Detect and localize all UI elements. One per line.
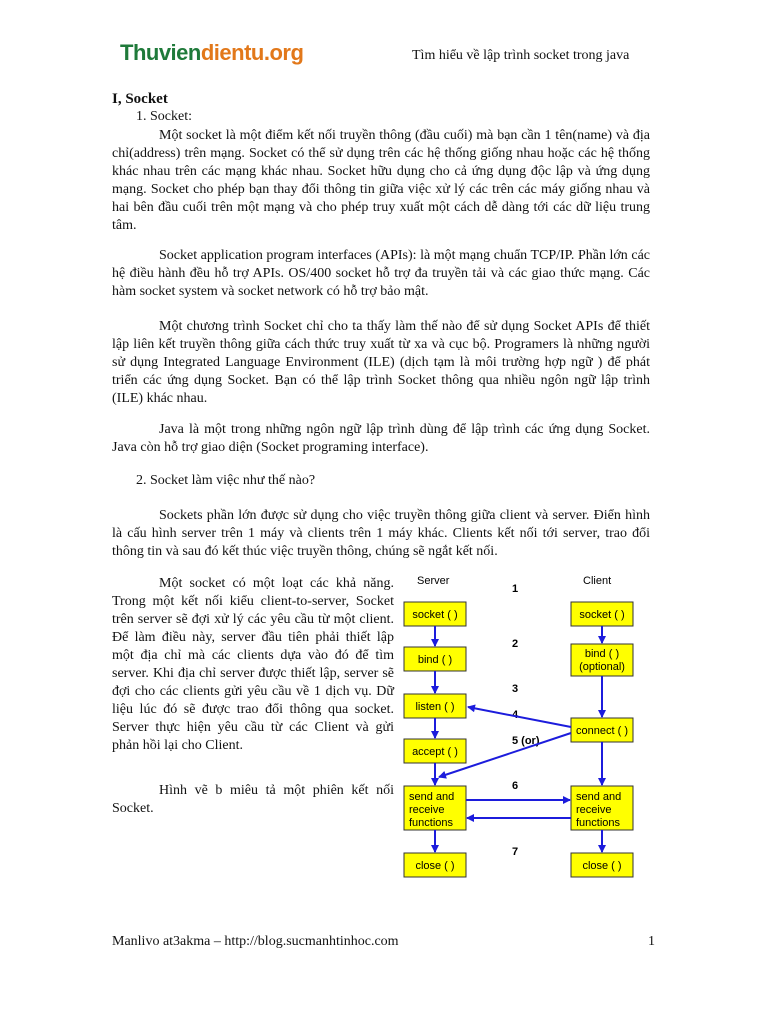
- client-connect-label: connect ( ): [576, 725, 628, 737]
- server-column-label: Server: [417, 575, 450, 587]
- subsection-heading-socket: 1. Socket:: [136, 109, 192, 124]
- logo-text-part2: dientu.org: [200, 40, 304, 65]
- step-label-6: 6: [512, 780, 519, 792]
- step-label-4: 4: [512, 709, 519, 721]
- step-label-2: 2: [512, 638, 519, 650]
- paragraph-java-socket: Java là một trong những ngôn ngữ lập trình dùng để lập trình các ứng dụng Socket. Java còn hỗ trợ giao diện (Socket programing interface).: [112, 422, 650, 455]
- arrow-connect-to-listen: [468, 707, 571, 727]
- paragraph-socket-definition: Một socket là một điểm kết nối truyền thông (đầu cuối) mà bạn cần 1 tên(name) và địa chỉ(address) trên mạng. Socket có thể sử dụng trên các hệ thống giống nhau hoặc các hệ thống khác nhau trên các mạng khác nhau. Socket hữu dụng cho cả ứng dụng độc lập và ứng dụng mạng. Socket cho phép bạn thay đổi thông tin giữa việc xử lý các trên các máy giống nhau và hai bên đầu cuối trên một mạng và cho phép truy xuất một cách dễ dàng tới các dữ liệu trung tâm.: [112, 128, 650, 233]
- server-close-label: close ( ): [415, 860, 455, 872]
- subsection-heading-how-socket-works: 2. Socket làm việc như thế nào?: [136, 473, 316, 488]
- server-accept-label: accept ( ): [412, 746, 458, 758]
- server-bind-label: bind ( ): [417, 654, 453, 666]
- step-label-7: 7: [512, 846, 519, 858]
- step-label-5-or: 5 (or): [512, 735, 540, 747]
- step-label-1: 1: [512, 583, 519, 595]
- footer-author-link: Manlivo at3akma – http://blog.sucmanhtinhoc.com: [112, 934, 399, 949]
- paragraph-figure-caption: Hình vẽ b miêu tả một phiên kết nối Socket.: [112, 783, 394, 816]
- client-bind-optional-label: (optional): [579, 661, 625, 673]
- logo-text-part1: Thuvien: [120, 40, 201, 65]
- server-listen-label: listen ( ): [415, 701, 455, 713]
- paragraph-socket-program: Một chương trình Socket chỉ cho ta thấy làm thế nào để sử dụng Socket APIs để thiết lập liên kết truyền thông giữa cách thức truy xuất từ xa và cục bộ. Programers là những người sử dụng Integrated Language Environment (ILE) (dịch tạm là môi trường hợp ngữ ) để phát triển các ứng dụng Socket. Bạn có thể lập trình Socket thông qua nhiều ngôn ngữ lập trình (ILE) khác nhau.: [112, 319, 650, 406]
- client-column-label: Client: [583, 575, 612, 587]
- paragraph-client-server: Sockets phần lớn được sử dụng cho việc truyền thông giữa client và server. Điển hình là cấu hình server trên 1 máy và clients trên 1 máy khác. Clients kết nối tới server, trao đổi thông tin và sau đó kết thúc việc truyền thông, chúng sẽ ngắt kết nối.: [112, 508, 650, 559]
- client-send-receive-line3: functions: [576, 817, 621, 829]
- page-number: 1: [648, 934, 655, 949]
- document-header-title: Tìm hiểu về lập trình socket trong java: [412, 48, 630, 63]
- paragraph-socket-capabilities: Một socket có một loạt các khả năng. Trong một kết nối kiểu client-to-server, Socket trên server sẽ đợi xử lý các yêu cầu từ một client. Để làm điều này, server đầu tiên phải thiết lập một địa chỉ mà các clients dựa vào đó để tìm server. Khi địa chỉ server được thiết lập, server sẽ đợi cho các clients gửi yêu cầu về 1 dịch vụ. Dữ liệu lúc đó sẽ được trao đổi thông qua socket. Server thực hiện yêu cầu từ các Client và gửi phản hồi lại cho Client.: [112, 576, 394, 753]
- paragraph-socket-apis: Socket application program interfaces (APIs): là một mạng chuẩn TCP/IP. Phần lớn các hệ điều hành đều hỗ trợ APIs. OS/400 socket hỗ trợ đa truyền tải và các giao thức mạng. Các hàm socket system và socket network có hỗ trợ bảo mật.: [112, 248, 650, 299]
- step-label-3: 3: [512, 683, 519, 695]
- client-send-receive-line1: send and: [576, 791, 622, 803]
- server-send-receive-line1: send and: [409, 791, 455, 803]
- site-logo: [120, 40, 303, 66]
- socket-session-diagram: [395, 567, 655, 887]
- client-send-receive-line2: receive: [576, 804, 612, 816]
- client-bind-label: bind ( ): [584, 648, 620, 660]
- client-close-label: close ( ): [582, 860, 622, 872]
- server-send-receive-line2: receive: [409, 804, 445, 816]
- server-send-receive-line3: functions: [409, 817, 454, 829]
- server-socket-label: socket ( ): [412, 609, 458, 621]
- section-heading: I, Socket: [112, 91, 168, 107]
- client-socket-label: socket ( ): [579, 609, 625, 621]
